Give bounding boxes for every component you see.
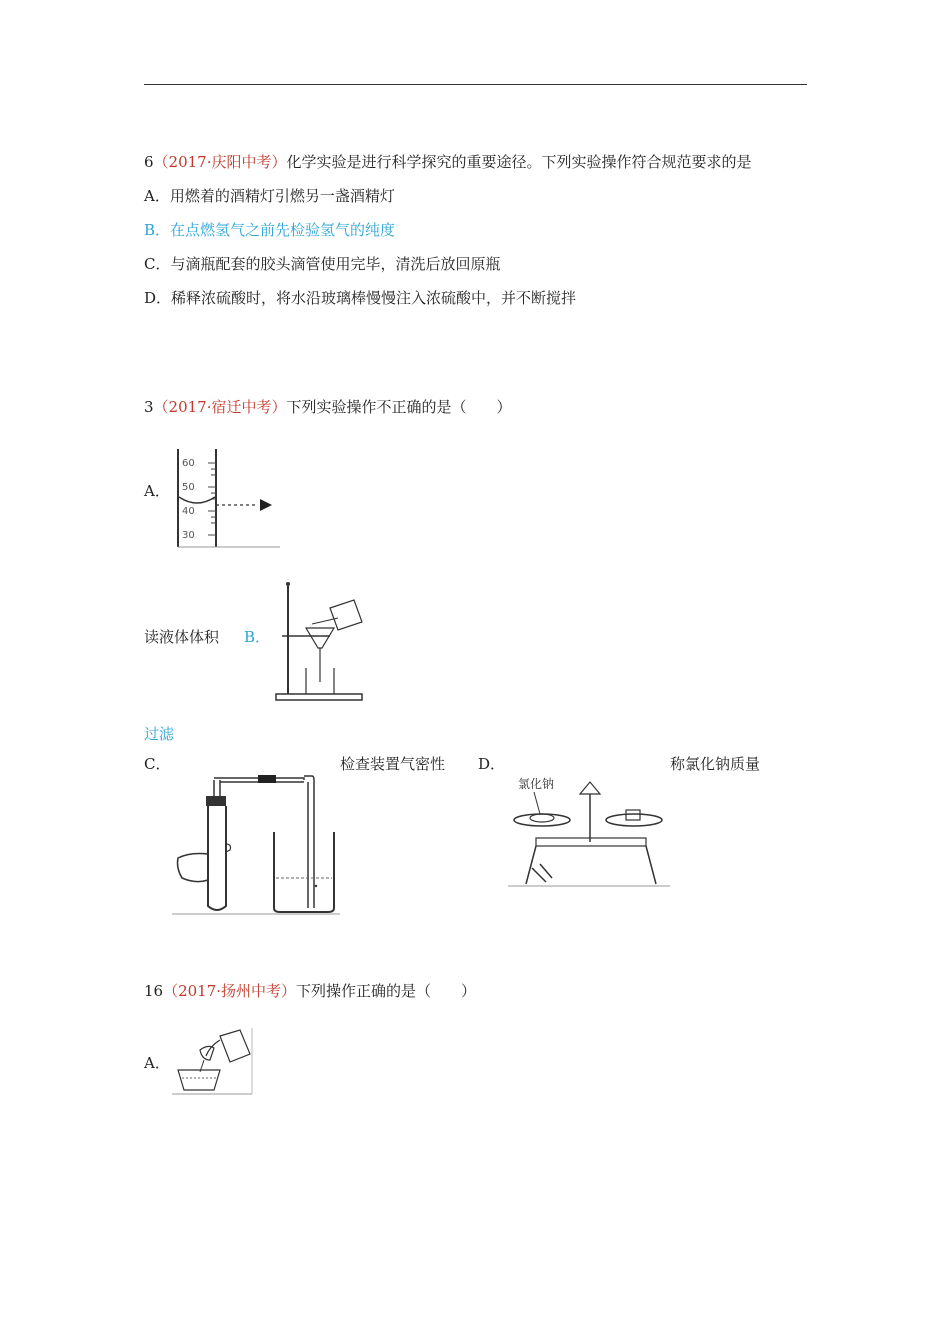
graduated-cylinder-figure xyxy=(170,447,280,551)
q3-c-label: C． xyxy=(144,755,171,773)
q3-c-caption: 检查装置气密性 xyxy=(340,755,446,773)
q3-d-label: D． xyxy=(478,755,506,773)
cylinder-tick-60: 60 xyxy=(182,458,195,469)
q6-number: 6 xyxy=(144,153,154,171)
q3-a-label: A． xyxy=(144,482,170,500)
q6-option-a: A．用燃着的酒精灯引燃另一盏酒精灯 xyxy=(144,187,395,205)
q3-b-caption: 过滤 xyxy=(144,725,175,743)
q16-source: （2017·扬州中考） xyxy=(163,982,297,1000)
q6-stem-line xyxy=(144,152,752,172)
cylinder-tick-40: 40 xyxy=(182,506,195,517)
balance-sodium-chloride-label: 氯化钠 xyxy=(518,777,555,791)
q16-stem: 下列操作正确的是（ ） xyxy=(296,982,477,1000)
airtightness-check-figure xyxy=(170,768,342,916)
q3-number: 3 xyxy=(144,398,154,416)
q6-option-c: C．与滴瓶配套的胶头滴管使用完毕，清洗后放回原瓶 xyxy=(144,255,501,273)
q3-stem-line xyxy=(144,397,512,417)
q16-number: 16 xyxy=(144,982,164,1000)
q6-source: （2017·庆阳中考） xyxy=(153,153,287,171)
header-rule xyxy=(144,84,807,85)
q6-option-d: D．稀释浓硫酸时，将水沿玻璃棒慢慢注入浓硫酸中，并不断搅拌 xyxy=(144,289,577,307)
q6-stem: 化学实验是进行科学探究的重要途径。下列实验操作符合规范要求的是 xyxy=(286,153,752,171)
q3-stem: 下列实验操作不正确的是（ ） xyxy=(286,398,512,416)
q6-option-b: B．在点燃氢气之前先检验氢气的纯度 xyxy=(144,221,396,239)
q3-d-caption: 称氯化钠质量 xyxy=(670,755,761,773)
q3-source: （2017·宿迁中考） xyxy=(153,398,287,416)
balance-figure xyxy=(506,772,672,890)
filtration-figure xyxy=(272,578,372,704)
cylinder-tick-50: 50 xyxy=(182,482,195,493)
q16-stem-line xyxy=(144,981,476,1001)
q3-a-caption: 读液体体积 xyxy=(144,628,220,646)
cylinder-tick-30: 30 xyxy=(182,530,195,541)
q16-a-label: A． xyxy=(144,1054,170,1072)
q3-b-label: B． xyxy=(244,628,271,646)
pouring-reagent-figure xyxy=(170,1026,254,1096)
